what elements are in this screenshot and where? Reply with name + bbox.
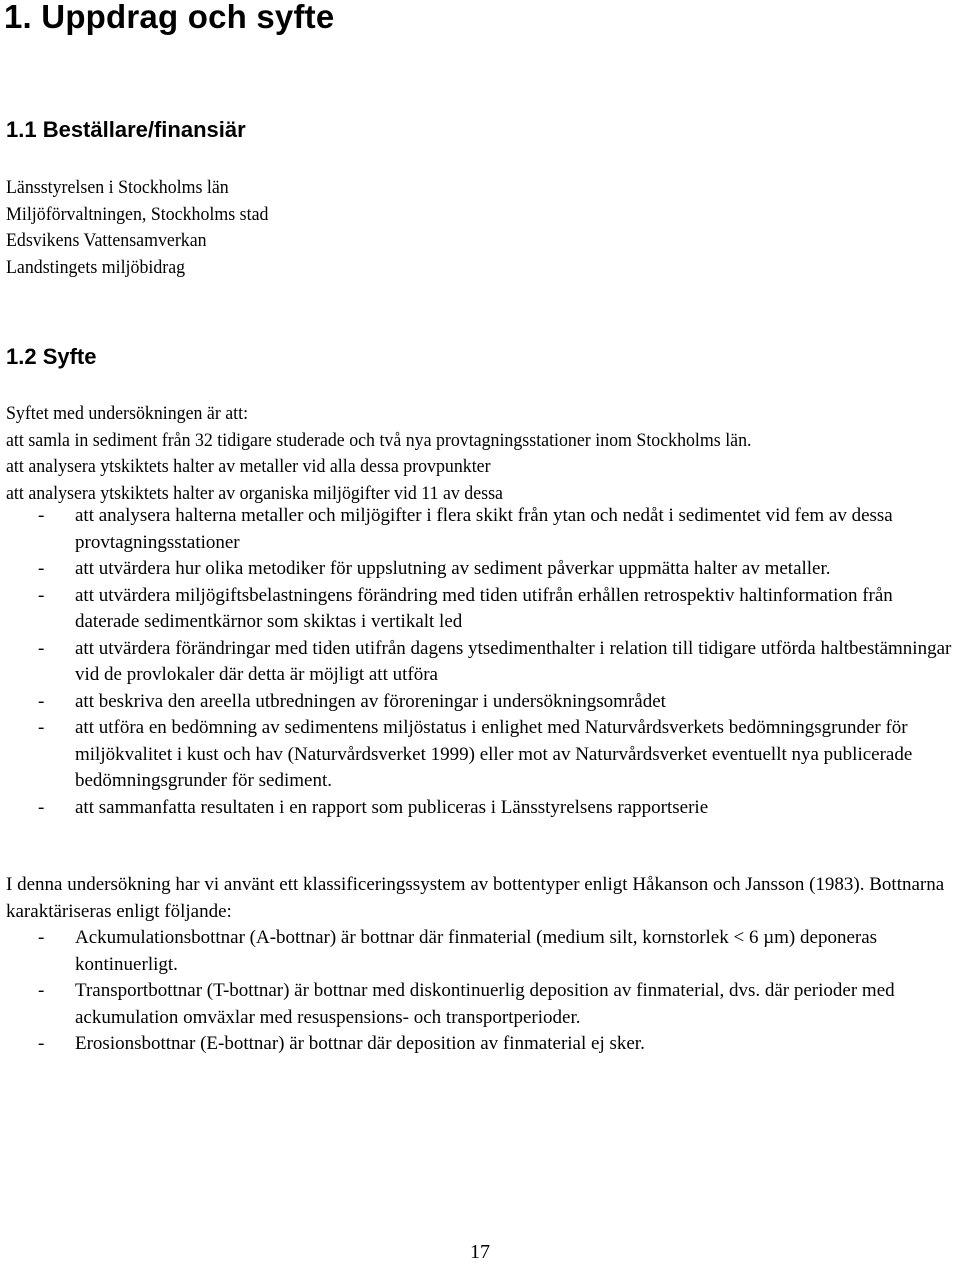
goal-text: att sammanfatta resultaten i en rapport som publiceras i Länsstyrelsens rapportserie (75, 796, 709, 818)
section-heading-funders: 1.1 Beställare/finansiär (6, 117, 246, 142)
page-number: 17 (470, 1241, 490, 1263)
purpose-line: att analysera ytskiktets halter av metaller vid alla dessa provpunkter (6, 456, 491, 477)
list-dash: - (38, 637, 45, 659)
list-dash: - (38, 717, 45, 738)
goal-item (6, 503, 956, 556)
bottom-type-item (6, 925, 956, 978)
goal-text: att beskriva den areella utbredningen av föroreningar i undersökningsområdet (75, 690, 666, 712)
goal-item (6, 715, 956, 795)
bottom-type-item (6, 1031, 956, 1058)
purpose-line: att samla in sediment från 32 tidigare studerade och två nya provtagningsstationer inom Stockholms län. (6, 429, 752, 451)
list-dash: - (38, 505, 45, 526)
list-dash: - (38, 927, 45, 948)
goal-text: att utföra en bedömning av sedimentens miljöstatus i enlighet med Naturvårdsverkets bedömningsgrunder för miljökvalitet i kust och hav (Naturvårdsverket 1999) eller mot av Naturvårdsverket eventuellt nya publicerade bedömningsgrunder för sediment. (75, 717, 913, 791)
goal-text: att utvärdera förändringar med tiden utifrån dagens ytsedimenthalter i relation till tidigare utförda haltbestämningar vid de provlokaler där detta är möjligt att utföra (75, 637, 952, 685)
goal-text: att analysera halterna metaller och miljögifter i flera skikt från ytan och nedåt i sedimentet vid fem av dessa provtagningsstationer (75, 505, 893, 553)
classification-block (6, 872, 956, 1058)
goal-item (6, 689, 956, 716)
purpose-line: att analysera ytskiktets halter av organiska miljögifter vid 11 av dessa (6, 482, 503, 504)
list-dash: - (38, 796, 45, 818)
funder-list (6, 175, 268, 281)
bottom-type-text: Erosionsbottnar (E-bottnar) är bottnar där deposition av finmaterial ej sker. (75, 1033, 645, 1054)
goal-list (6, 503, 956, 821)
bottom-type-text: Transportbottnar (T-bottnar) är bottnar med diskontinuerlig deposition av finmaterial, dvs. där perioder med ackumulation omväxlar med resuspensions- och transportperioder. (75, 980, 895, 1028)
goal-item (6, 556, 956, 583)
funder-line: Landstingets miljöbidrag (6, 256, 186, 278)
section-heading-purpose: 1.2 Syfte (6, 344, 97, 369)
list-dash: - (38, 584, 45, 606)
funder-line: Miljöförvaltningen, Stockholms stad (6, 203, 269, 225)
goal-item (6, 636, 956, 689)
purpose-intro (6, 401, 751, 507)
list-dash: - (38, 1033, 45, 1054)
goal-item (6, 583, 956, 636)
purpose-line: Syftet med undersökningen är att: (6, 403, 249, 424)
goal-item (6, 795, 956, 822)
chapter-heading: 1. Uppdrag och syfte (4, 0, 335, 35)
list-dash: - (38, 690, 45, 712)
funder-line: Länsstyrelsen i Stockholms län (6, 177, 229, 198)
bottom-type-item (6, 978, 956, 1031)
classification-intro: I denna undersökning har vi använt ett klassificeringssystem av bottentyper enligt Håkanson och Jansson (1983). Bottnarna karaktäriseras enligt följande: (6, 874, 945, 922)
list-dash: - (38, 980, 45, 1001)
goal-text: att utvärdera hur olika metodiker för uppslutning av sediment påverkar uppmätta halter av metaller. (75, 558, 831, 579)
goal-text: att utvärdera miljögiftsbelastningens förändring med tiden utifrån erhållen retrospektiv haltinformation från daterade sedimentkärnor som skiktas i vertikalt led (75, 584, 893, 632)
list-dash: - (38, 558, 45, 579)
funder-line: Edsvikens Vattensamverkan (6, 230, 207, 251)
bottom-type-text: Ackumulationsbottnar (A-bottnar) är bottnar där finmaterial (medium silt, kornstorlek < 6 µm) deponeras kontinuerligt. (75, 927, 878, 975)
